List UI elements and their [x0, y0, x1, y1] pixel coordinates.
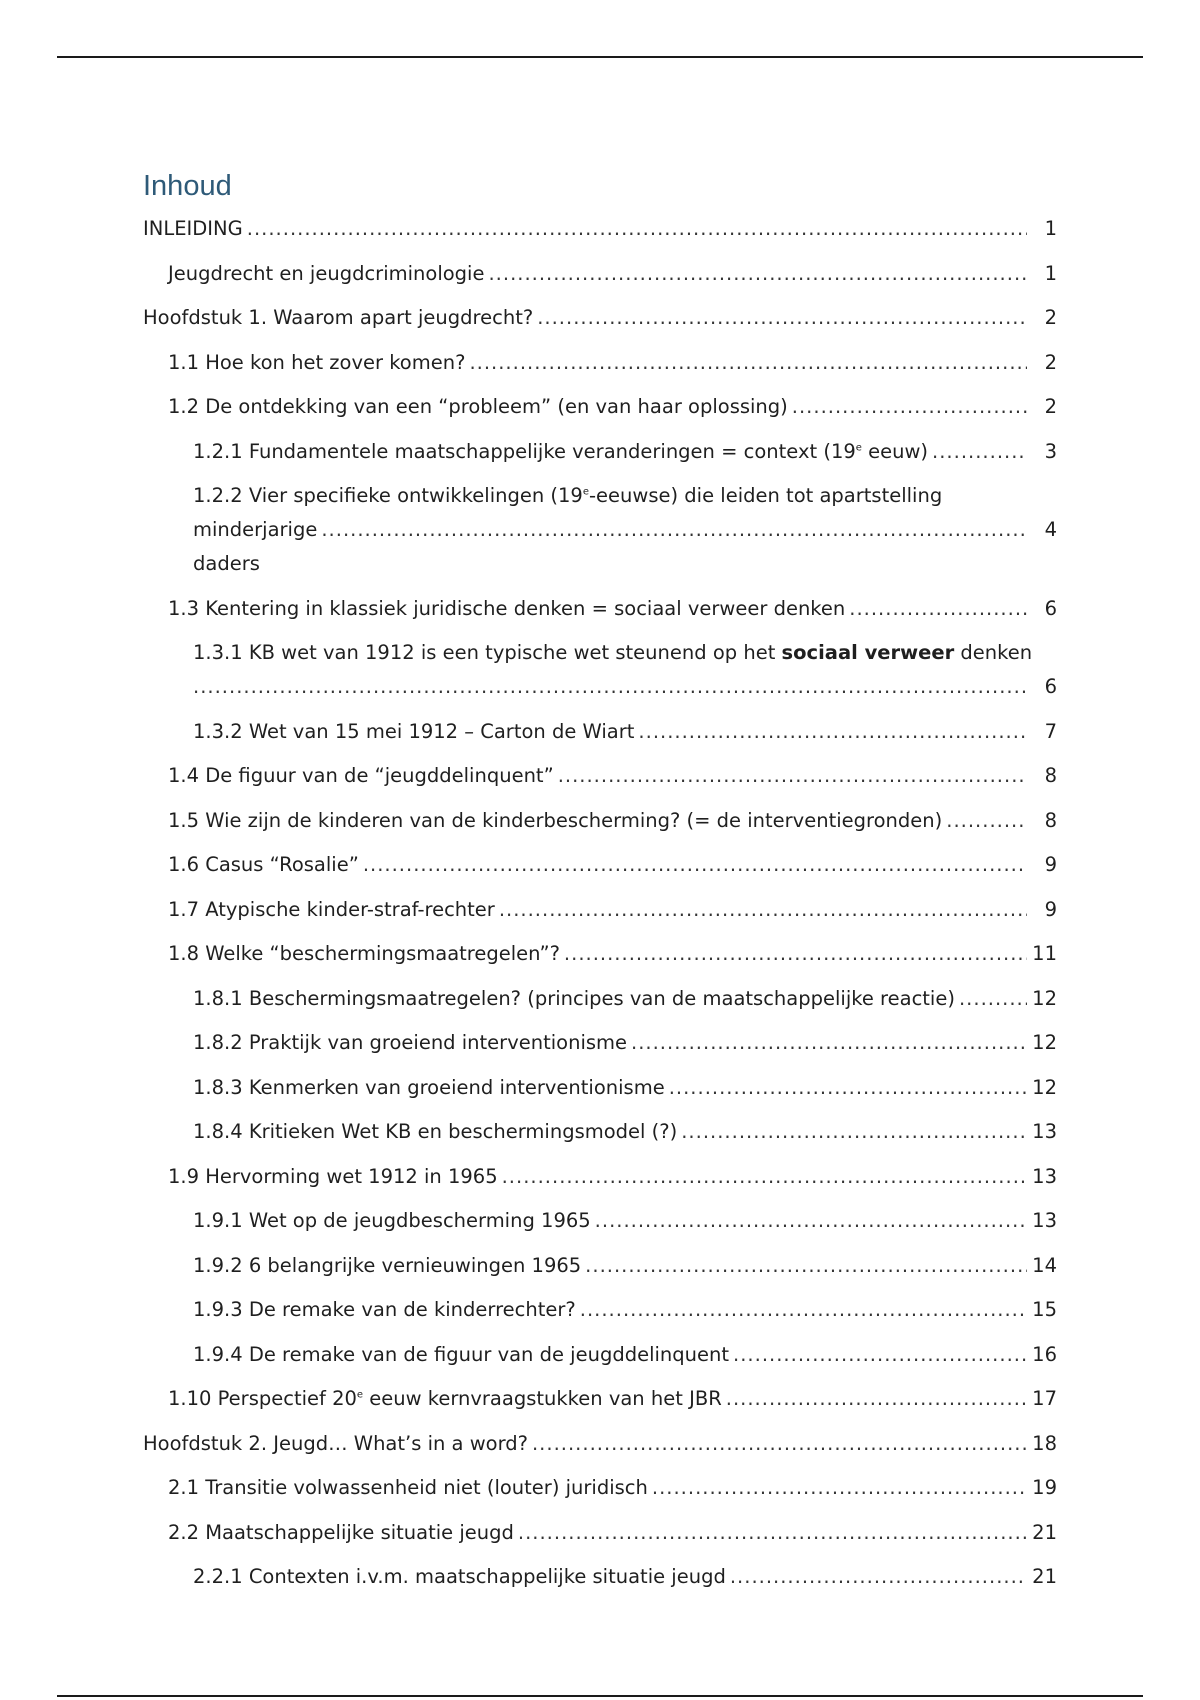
toc-page-number: 13 — [1032, 1164, 1057, 1188]
toc-entry-text: 1.3.2 Wet van 15 mei 1912 – Carton de Wiart — [193, 719, 635, 743]
table-of-contents — [143, 166, 1057, 1605]
toc-entry[interactable] — [143, 715, 1057, 749]
toc-entry-text-part: 1.2.2 Vier specifieke ontwikkelingen (19 — [193, 484, 583, 507]
toc-page-number: 1 — [1044, 217, 1057, 240]
toc-page-number: 17 — [1032, 1387, 1057, 1410]
toc-entry-text: Hoofdstuk 1. Waarom apart jeugdrecht? — [143, 306, 534, 329]
toc-entry-text: Hoofdstuk 2. Jeugd… What’s in a word? — [143, 1431, 528, 1455]
toc-entry-text-part: eeuw kernvraagstukken van het JBR — [363, 1387, 722, 1410]
toc-entry-text: 1.7 Atypische kinder-straf-rechter — [168, 897, 495, 921]
toc-entry[interactable] — [143, 257, 1057, 291]
dot-leader — [499, 893, 1027, 927]
toc-entry-text: 1.9.4 De remake van de figuur van de jeugddelinquent — [193, 1342, 730, 1366]
toc-page-number: 6 — [1044, 596, 1057, 620]
toc-title: Inhoud — [143, 170, 232, 202]
dot-leader — [681, 1115, 1027, 1149]
toc-page-number: 18 — [1032, 1431, 1057, 1455]
toc-page-number: 9 — [1044, 853, 1057, 876]
dot-leader — [959, 982, 1027, 1016]
toc-page-number: 8 — [1044, 764, 1057, 787]
toc-entry-text: 2.1 Transitie volwassenheid niet (louter) juridisch — [168, 1476, 648, 1499]
toc-page-number: 2 — [1044, 306, 1057, 329]
toc-entry[interactable] — [143, 759, 1057, 793]
dot-leader — [469, 346, 1027, 380]
toc-entry-text: 1.9.1 Wet op de jeugdbescherming 1965 — [193, 1209, 591, 1232]
dot-leader — [932, 435, 1027, 469]
dot-leader — [733, 1338, 1027, 1372]
toc-entry-text: 2.2 Maatschappelijke situatie jeugd — [168, 1520, 514, 1544]
toc-entry-text — [168, 1382, 722, 1416]
toc-entry-text: 1.9.3 De remake van de kinderrechter? — [193, 1298, 576, 1321]
toc-entry[interactable] — [143, 301, 1057, 335]
superscript: e — [356, 1389, 364, 1401]
toc-page-number: 19 — [1032, 1476, 1057, 1499]
toc-entry[interactable] — [143, 1293, 1057, 1327]
toc-entry[interactable] — [143, 1382, 1057, 1416]
dot-leader — [652, 1471, 1027, 1505]
dot-leader — [849, 592, 1027, 626]
toc-entry-text: 1.8.4 Kritieken Wet KB en beschermingsmodel (?) — [193, 1120, 678, 1143]
toc-entry-text: 1.8.1 Beschermingsmaatregelen? (principes van de maatschappelijke reactie) — [193, 986, 955, 1010]
dot-leader — [669, 1071, 1027, 1105]
toc-entry-text: 1.8.2 Praktijk van groeiend interventionisme — [193, 1031, 628, 1054]
toc-page-number: 13 — [1032, 1209, 1057, 1232]
toc-entry[interactable] — [143, 1204, 1057, 1238]
toc-entry[interactable] — [143, 848, 1057, 882]
toc-page-number: 9 — [1044, 897, 1057, 921]
toc-entry[interactable] — [143, 982, 1057, 1016]
dot-leader — [363, 848, 1027, 882]
toc-entry-text-part: denken — [954, 641, 1033, 664]
toc-page-number: 13 — [1032, 1120, 1057, 1143]
toc-entry-text: 1.3 Kentering in klassiek juridische denken = sociaal verweer denken — [168, 596, 846, 620]
dot-leader — [193, 670, 1027, 704]
toc-entry-text-part: -eeuwse) die leiden tot apartstelling — [589, 484, 943, 507]
toc-entry-text: 1.2 De ontdekking van een “probleem” (en van haar oplossing) — [168, 395, 788, 418]
toc-entry[interactable] — [143, 346, 1057, 380]
toc-entry[interactable] — [143, 1471, 1057, 1505]
toc-page-number: 7 — [1044, 719, 1057, 743]
dot-leader — [726, 1382, 1027, 1416]
toc-entry-text-part: 1.2.1 Fundamentele maatschappelijke veranderingen = context (19 — [193, 439, 856, 463]
toc-entry-text: 1.6 Casus “Rosalie” — [168, 853, 359, 876]
dot-leader — [595, 1204, 1027, 1238]
dot-leader — [558, 759, 1027, 793]
toc-entry-text-part: 1.3.1 KB wet van 1912 is een typische wet steunend op het — [193, 641, 782, 664]
dot-leader — [537, 301, 1027, 335]
dot-leader — [532, 1427, 1027, 1461]
superscript: e — [582, 486, 589, 498]
toc-page-number: 15 — [1032, 1298, 1057, 1321]
toc-entry[interactable] — [143, 636, 1057, 704]
toc-page-number: 12 — [1032, 986, 1057, 1010]
dot-leader — [638, 715, 1027, 749]
toc-page-number: 21 — [1032, 1520, 1057, 1544]
header-rule — [57, 56, 1143, 58]
toc-entry-text: 1.5 Wie zijn de kinderen van de kinderbescherming? (= de interventiegronden) — [168, 808, 943, 832]
dot-leader — [730, 1560, 1027, 1594]
toc-entry[interactable] — [143, 1338, 1057, 1372]
toc-entry-text: 1.8 Welke “beschermingsmaatregelen”? — [168, 942, 560, 965]
toc-entry[interactable] — [143, 1026, 1057, 1060]
toc-page-number: 6 — [1044, 675, 1057, 698]
toc-entry[interactable] — [143, 1427, 1057, 1461]
toc-entry-line — [193, 636, 1057, 670]
toc-entry[interactable] — [143, 435, 1057, 469]
toc-entry[interactable] — [143, 804, 1057, 838]
toc-page-number: 4 — [1044, 518, 1057, 541]
toc-entry[interactable] — [143, 592, 1057, 626]
toc-entry[interactable] — [143, 1115, 1057, 1149]
toc-entry[interactable] — [143, 390, 1057, 424]
toc-entry-bold-text: sociaal verweer — [781, 641, 955, 664]
toc-entry-text: 1.1 Hoe kon het zover komen? — [168, 350, 466, 374]
toc-page-number: 1 — [1044, 261, 1057, 285]
toc-entry[interactable] — [143, 893, 1057, 927]
dot-leader — [585, 1249, 1027, 1283]
toc-entry-text-part: 1.10 Perspectief 20 — [168, 1387, 357, 1410]
dot-leader — [247, 212, 1027, 246]
toc-page-number: 21 — [1032, 1565, 1057, 1588]
footer-rule — [57, 1695, 1143, 1697]
toc-entry-text: 1.8.3 Kenmerken van groeiend interventionisme — [193, 1075, 665, 1099]
toc-entry-text-part: eeuw) — [861, 439, 929, 463]
dot-leader — [631, 1026, 1027, 1060]
toc-entry-text: minderjarige daders — [193, 518, 318, 575]
toc-entry[interactable] — [143, 1249, 1057, 1283]
toc-entry-text: 2.2.1 Contexten i.v.m. maatschappelijke situatie jeugd — [193, 1565, 726, 1588]
toc-page-number: 12 — [1032, 1031, 1057, 1054]
dot-leader — [321, 513, 1027, 547]
toc-page-number: 2 — [1044, 350, 1057, 374]
dot-leader — [518, 1516, 1027, 1550]
toc-entry[interactable] — [143, 212, 1057, 246]
dot-leader — [564, 937, 1027, 971]
toc-page-number: 12 — [1032, 1075, 1057, 1099]
dot-leader — [580, 1293, 1027, 1327]
toc-entry[interactable] — [143, 1160, 1057, 1194]
dot-leader — [792, 390, 1027, 424]
toc-entry[interactable] — [143, 479, 1057, 581]
toc-entry[interactable] — [143, 1071, 1057, 1105]
toc-entry-text: 1.9 Hervorming wet 1912 in 1965 — [168, 1164, 498, 1188]
toc-page-number: 3 — [1044, 439, 1057, 463]
dot-leader — [488, 257, 1027, 291]
toc-page-number: 8 — [1044, 808, 1057, 832]
toc-entry[interactable] — [143, 1516, 1057, 1550]
superscript: e — [855, 442, 862, 453]
toc-entry-text: INLEIDING — [143, 217, 243, 240]
toc-entry[interactable] — [143, 1560, 1057, 1594]
toc-entry-line — [193, 479, 1057, 513]
toc-entry-text — [193, 435, 928, 469]
toc-entry-text: 1.9.2 6 belangrijke vernieuwingen 1965 — [193, 1253, 582, 1277]
dot-leader — [502, 1160, 1027, 1194]
toc-page-number: 16 — [1032, 1342, 1057, 1366]
toc-entry-text: Jeugdrecht en jeugdcriminologie — [168, 261, 485, 285]
toc-entry-text: 1.4 De figuur van de “jeugddelinquent” — [168, 764, 554, 787]
dot-leader — [946, 804, 1027, 838]
toc-page-number: 11 — [1032, 942, 1057, 965]
toc-page-number: 14 — [1032, 1253, 1057, 1277]
toc-page-number: 2 — [1044, 395, 1057, 418]
toc-entry[interactable] — [143, 937, 1057, 971]
